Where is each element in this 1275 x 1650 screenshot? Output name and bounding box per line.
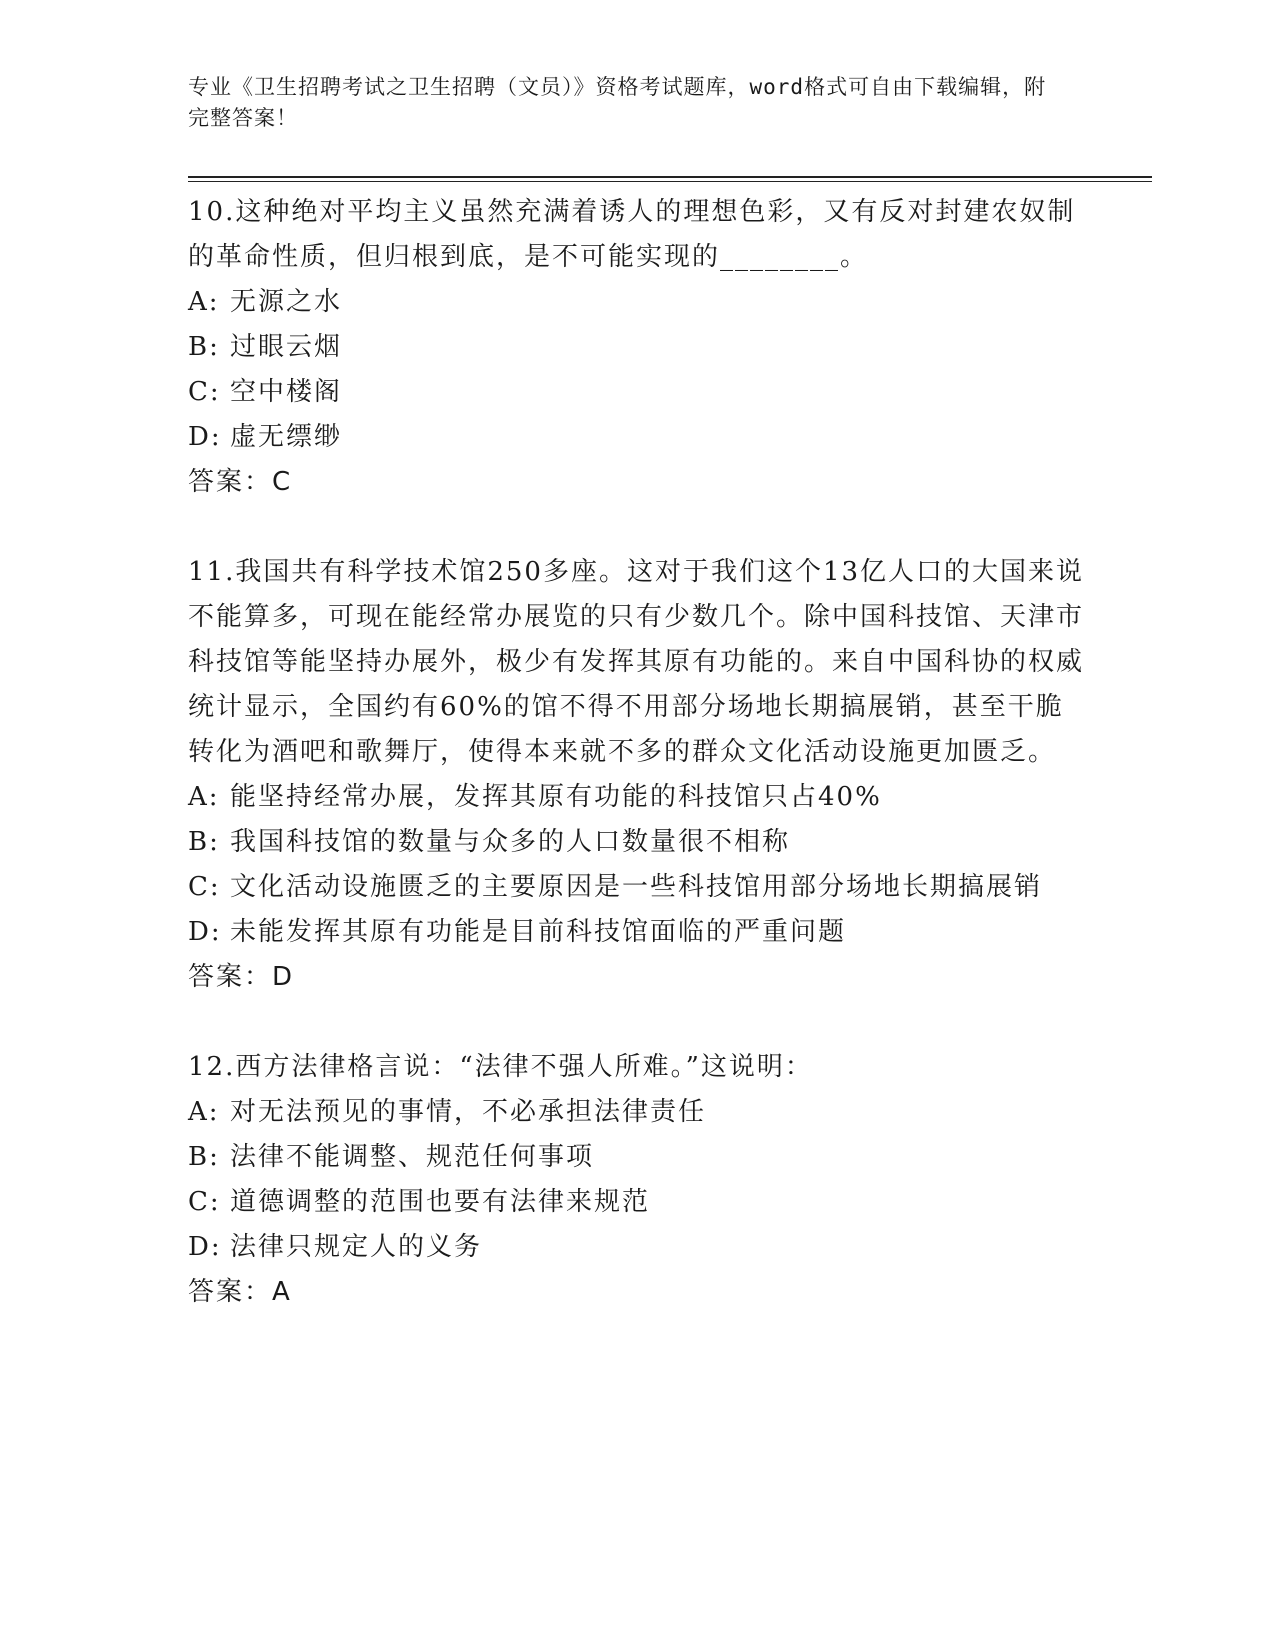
option-label: B: bbox=[188, 1142, 220, 1172]
question-stem: 11.我国共有科学技术馆250多座。这对于我们这个13亿人口的大国来说不能算多，可现在能经常办展览的只有少数几个。除中国科技馆、天津市科技馆等能坚持办展外，极少有发挥其原有功能的。来自中国科协的权威统计显示，全国约有60%的馆不得不用部分场地长期搞展销，甚至干脆转化为酒吧和歌舞厅，使得本来就不多的群众文化活动设施更加匮乏。 bbox=[188, 557, 1085, 767]
question-10 bbox=[188, 190, 1088, 505]
option-text: 法律不能调整、规范任何事项 bbox=[230, 1142, 595, 1172]
option-b bbox=[188, 1135, 1088, 1180]
option-text: 对无法预见的事情，不必承担法律责任 bbox=[230, 1097, 707, 1127]
option-label: D: bbox=[188, 1232, 222, 1262]
option-text: 法律只规定人的义务 bbox=[230, 1232, 483, 1262]
question-11 bbox=[188, 550, 1088, 1000]
option-text: 文化活动设施匮乏的主要原因是一些科技馆用部分场地长期搞展销 bbox=[230, 872, 1043, 902]
option-text: 道德调整的范围也要有法律来规范 bbox=[230, 1187, 651, 1217]
question-stem: 12.西方法律格言说：“法律不强人所难。”这说明： bbox=[188, 1052, 813, 1082]
option-text: 空中楼阁 bbox=[230, 377, 343, 407]
option-a bbox=[188, 280, 1088, 325]
option-label: D: bbox=[188, 422, 222, 452]
answer-line: 答案：A bbox=[188, 1277, 292, 1307]
option-text: 过眼云烟 bbox=[230, 332, 343, 362]
question-list bbox=[188, 190, 1088, 1315]
option-a bbox=[188, 775, 1088, 820]
option-label: A: bbox=[188, 287, 220, 317]
option-text: 我国科技馆的数量与众多的人口数量很不相称 bbox=[230, 827, 791, 857]
option-label: A: bbox=[188, 782, 220, 812]
option-d bbox=[188, 910, 1088, 955]
document-header: 专业《卫生招聘考试之卫生招聘（文员）》资格考试题库，word格式可自由下载编辑，附完整答案！ bbox=[188, 75, 1047, 130]
answer-line: 答案：D bbox=[188, 962, 295, 992]
question-spacer bbox=[188, 1000, 1088, 1045]
option-label: C: bbox=[188, 872, 221, 902]
option-text: 能坚持经常办展，发挥其原有功能的科技馆只占40% bbox=[230, 782, 882, 812]
option-label: A: bbox=[188, 1097, 220, 1127]
question-12 bbox=[188, 1045, 1088, 1315]
option-d bbox=[188, 415, 1088, 460]
option-c bbox=[188, 1180, 1088, 1225]
option-a bbox=[188, 1090, 1088, 1135]
option-text: 无源之水 bbox=[230, 287, 343, 317]
option-b bbox=[188, 820, 1088, 865]
option-c bbox=[188, 370, 1088, 415]
question-stem: 10.这种绝对平均主义虽然充满着诱人的理想色彩，又有反对封建农奴制的革命性质，但归根到底，是不可能实现的________。 bbox=[188, 197, 1076, 272]
option-label: B: bbox=[188, 332, 220, 362]
option-label: D: bbox=[188, 917, 222, 947]
option-text: 未能发挥其原有功能是目前科技馆面临的严重问题 bbox=[230, 917, 847, 947]
option-b bbox=[188, 325, 1088, 370]
header-rule-thin bbox=[188, 181, 1152, 182]
option-label: B: bbox=[188, 827, 220, 857]
question-spacer bbox=[188, 505, 1088, 550]
option-d bbox=[188, 1225, 1088, 1270]
option-c bbox=[188, 865, 1088, 910]
option-label: C: bbox=[188, 377, 221, 407]
option-label: C: bbox=[188, 1187, 221, 1217]
option-text: 虚无缥缈 bbox=[230, 422, 343, 452]
answer-line: 答案：C bbox=[188, 467, 293, 497]
header-rule-thick bbox=[188, 176, 1152, 178]
